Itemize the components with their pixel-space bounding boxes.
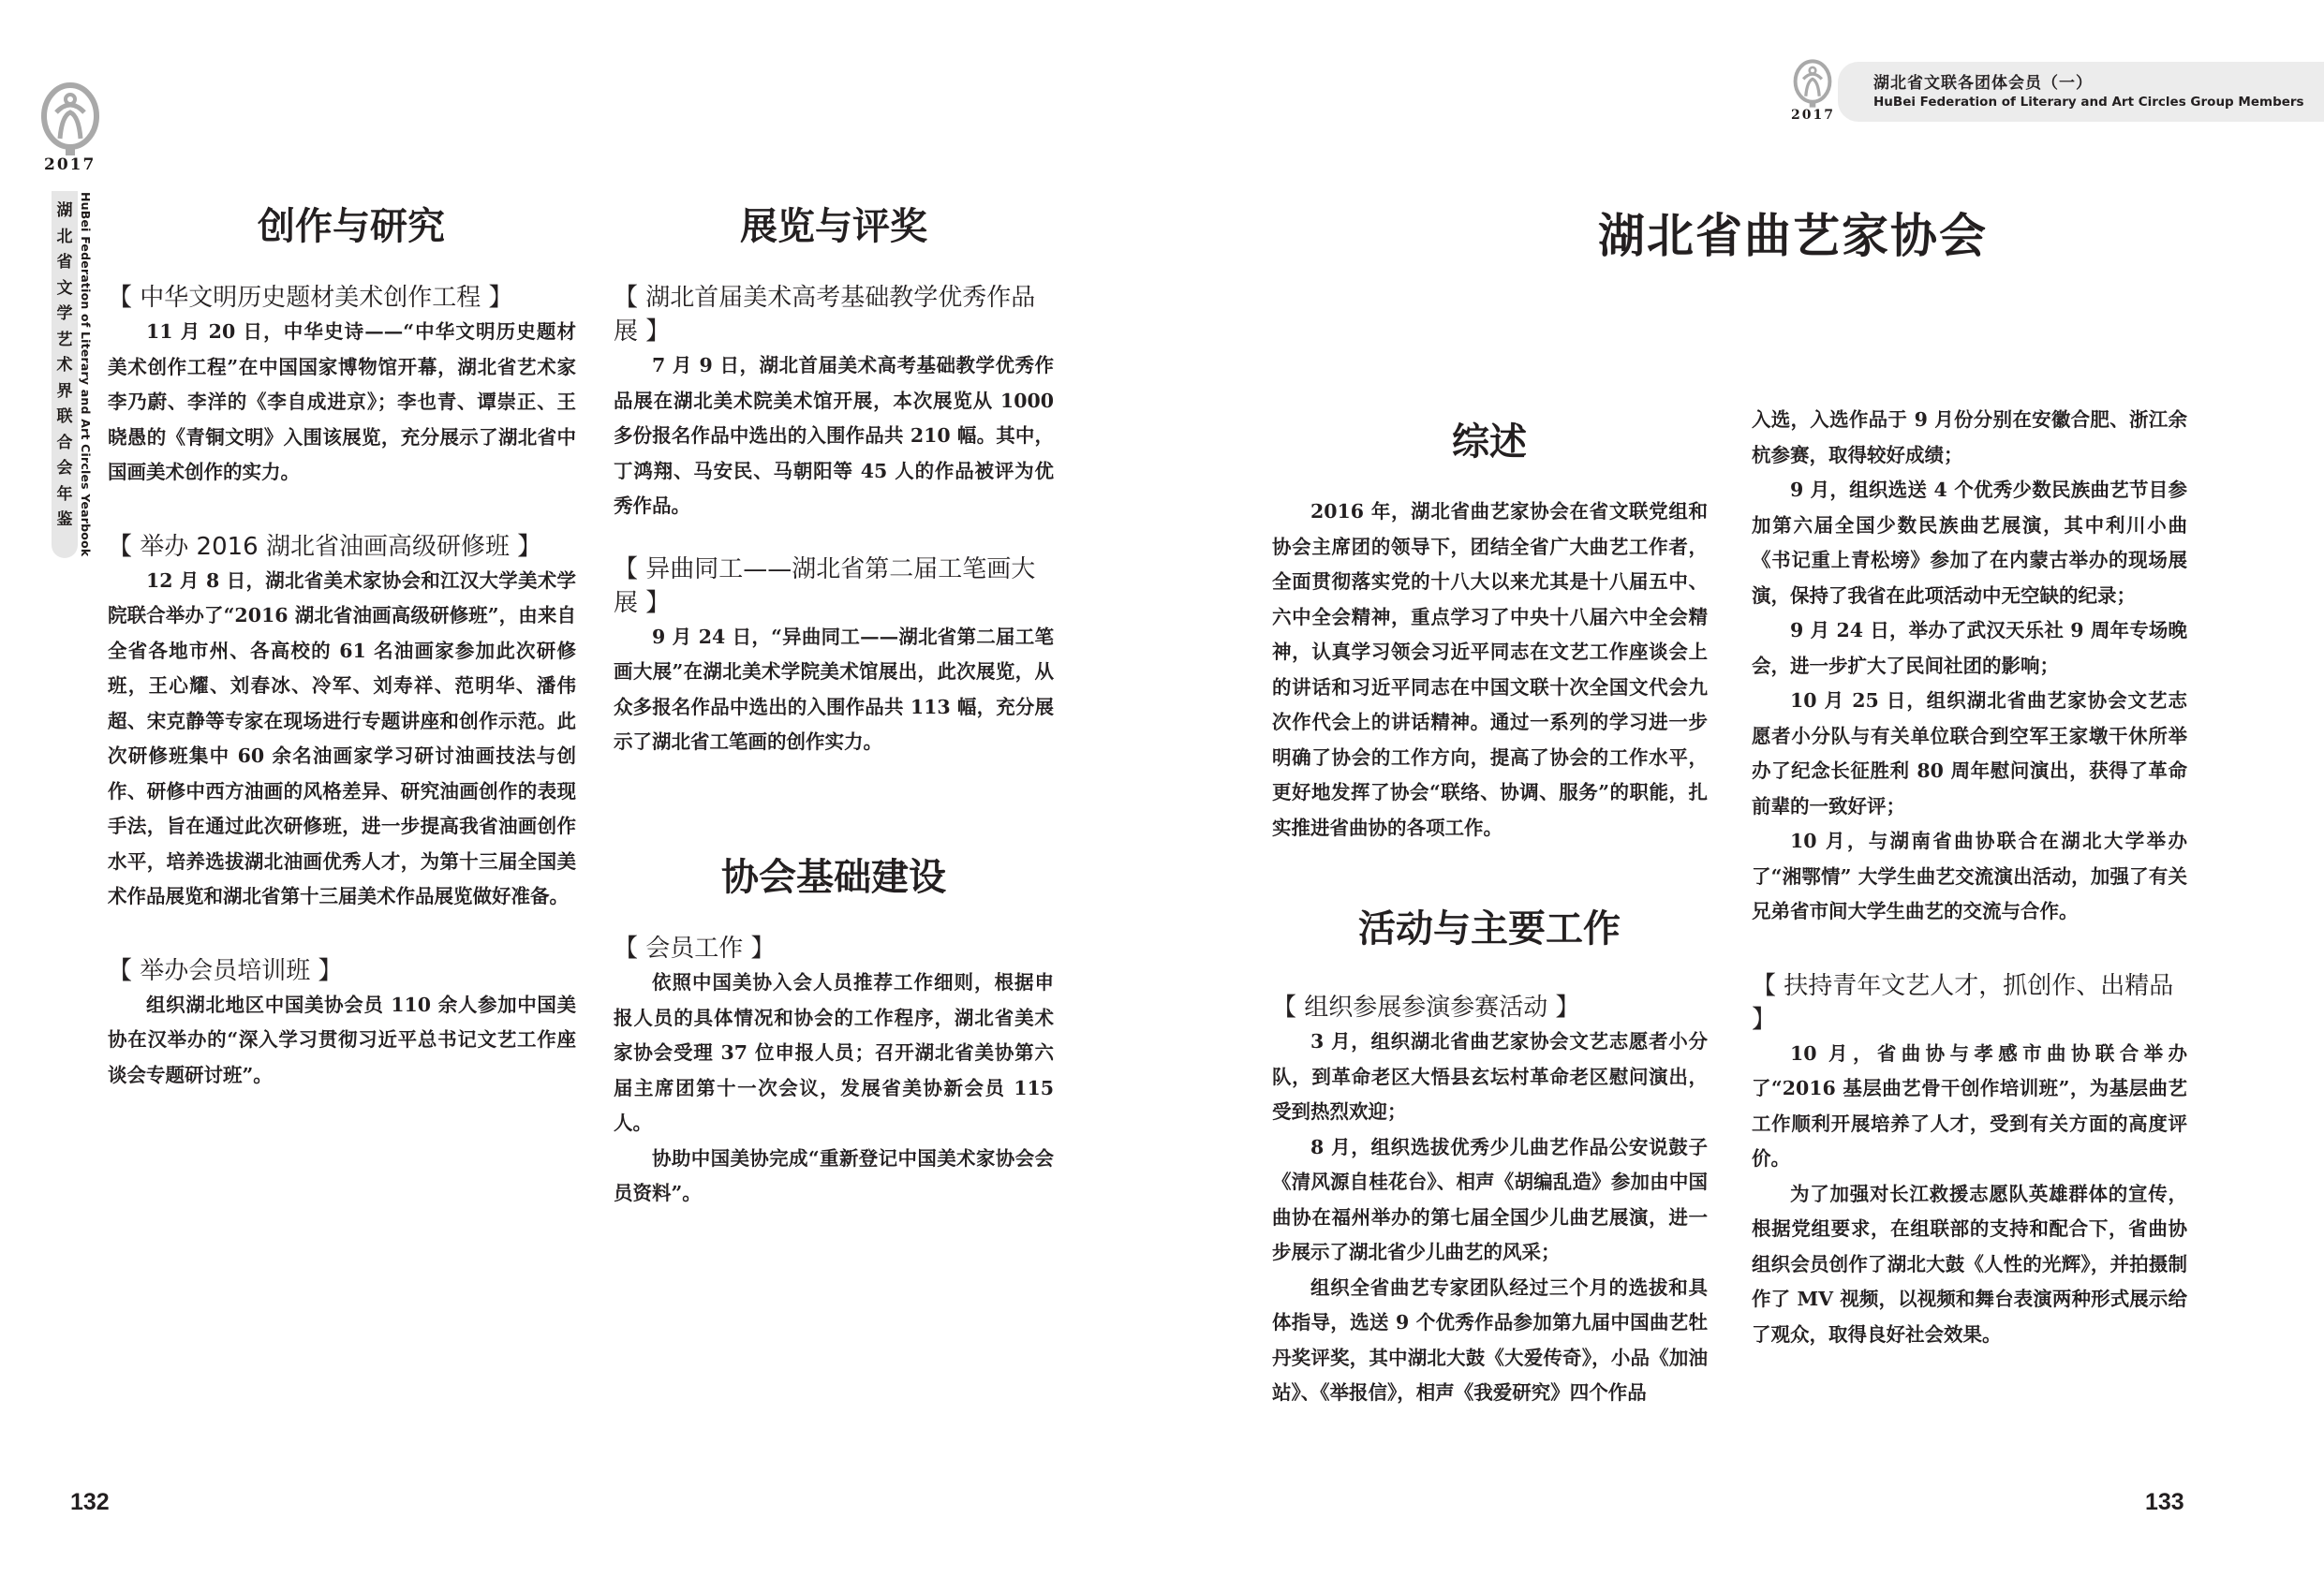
section-title-overview: 综述 — [1452, 420, 1527, 464]
paragraph-continued: 入选，入选作品于 9 月份分别在安徽合肥、浙江余杭参赛，取得较好成绩； — [1752, 408, 2187, 466]
subheading: 【 扶持青年文艺人才，抓创作、出精品 】 — [1752, 971, 2174, 1034]
section-title-association-building: 协会基础建设 — [721, 856, 946, 899]
section-title-creation-research: 创作与研究 — [258, 205, 445, 248]
paragraph: 7 月 9 日，湖北首届美术高考基础教学优秀作品展在湖北美术院美术馆开展，本次展览从 1000 多份报名作品中选出的入围作品共 210 幅。其中，丁鸿翔、马安民、马朝阳等 45 人的作品被评为优秀作品。 — [614, 354, 1054, 517]
side-char: 联 — [56, 407, 73, 426]
page-main-title: 湖北省曲艺家协会 — [1598, 208, 1988, 263]
page-number-left: 132 — [70, 1489, 110, 1515]
paragraph: 协助中国美协完成“重新登记中国美术家协会会员资料”。 — [614, 1146, 1054, 1204]
paragraph: 11 月 20 日，中华史诗——“中华文明历史题材美术创作工程”在中国国家博物馆开幕，湖北省艺术家李乃蔚、李洋的《李自成进京》；李也青、谭崇正、王晓愚的《青铜文明》入围该展览，充分展示了湖北省中国画美术创作的实力。 — [108, 320, 576, 483]
paragraph: 9 月 24 日，举办了武汉天乐社 9 周年专场晚会，进一步扩大了民间社团的影响； — [1752, 619, 2187, 677]
subheading: 【 组织参展参演参赛活动 】 — [1272, 994, 1580, 1022]
subheading: 【 中华文明历史题材美术创作工程 】 — [108, 284, 513, 312]
side-char: 会 — [56, 459, 73, 478]
right-column-1 — [1272, 494, 1708, 846]
running-header-title-en: HuBei Federation of Literary and Art Circles Group Members — [1873, 95, 2304, 110]
left-column-2-lower — [614, 932, 1054, 1212]
left-column-1 — [108, 281, 576, 1093]
subheading: 【 异曲同工——湖北省第二届工笔画大展 】 — [614, 554, 1036, 617]
paragraph: 依照中国美协入会人员推荐工作细则，根据申报人员的具体情况和协会的工作程序，湖北省美术家协会受理 37 位申报人员；召开湖北省美协第六届主席团第十一次会议，发展省美协新会员 115 人。 — [614, 971, 1054, 1134]
paragraph-overview: 2016 年，湖北省曲艺家协会在省文联党组和协会主席团的领导下，团结全省广大曲艺工作者，全面贯彻落实党的十八大以来尤其是十八届五中、六中全会精神，重点学习了中央十八届六中全会精神，认真学习领会习近平同志在文艺工作座谈会上的讲话和习近平同志在中国文联十次全国文代会九次作代会上的讲话精神。通过一系列的学习进一步明确了协会的工作方向，提高了协会的工作水平，更好地发挥了协会“联络、协调、服务”的职能，扎实推进省曲协的各项工作。 — [1272, 500, 1708, 839]
side-char: 鉴 — [56, 510, 73, 529]
subheading: 【 湖北首届美术高考基础教学优秀作品展 】 — [614, 284, 1036, 346]
side-char: 年 — [56, 484, 73, 504]
side-char: 艺 — [56, 330, 73, 349]
side-char: 湖 — [56, 201, 73, 220]
header-year: 2017 — [1791, 108, 1835, 123]
federation-emblem-icon — [1791, 58, 1834, 109]
left-column-2 — [614, 281, 1054, 760]
side-char: 合 — [56, 433, 73, 452]
paragraph: 10 月，省曲协与孝感市曲协联合举办了“2016 基层曲艺骨干创作培训班”，为基层曲艺工作顺利开展培养了人才，受到有关方面的高度评价。 — [1752, 1041, 2187, 1170]
section-title-activities: 活动与主要工作 — [1358, 907, 1621, 951]
yearbook-year: 2017 — [44, 155, 96, 174]
running-header-title-cn: 湖北省文联各团体会员（一） — [1873, 74, 2093, 93]
paragraph: 组织全省曲艺专家团队经过三个月的选拔和具体指导，选送 9 个优秀作品参加第九届中国曲艺牡丹奖评奖，其中湖北大鼓《大爱传奇》，小品《加油站》、《举报信》，相声《我爱研究》四个作品 — [1272, 1275, 1708, 1404]
subheading: 【 举办会员培训班 】 — [108, 956, 343, 985]
federation-emblem-icon — [37, 81, 103, 157]
paragraph: 10 月 25 日，组织湖北省曲艺家协会文艺志愿者小分队与有关单位联合到空军王家墩干休所举办了纪念长征胜利 80 周年慰问演出，获得了革命前辈的一致好评； — [1752, 689, 2187, 818]
paragraph: 3 月，组织湖北省曲艺家协会文艺志愿者小分队，到革命老区大悟县玄坛村革命老区慰问演出，受到热烈欢迎； — [1272, 1030, 1708, 1123]
paragraph: 8 月，组织选拔优秀少儿曲艺作品公安说鼓子《清风源自桂花台》、相声《胡编乱造》参加由中国曲协在福州举办的第七届全国少儿曲艺展演，进一步展示了湖北省少儿曲艺的风采； — [1272, 1135, 1708, 1263]
paragraph: 组织湖北地区中国美协会员 110 余人参加中国美协在汉举办的“深入学习贯彻习近平总书记文艺工作座谈会专题研讨班”。 — [108, 993, 576, 1086]
side-band-chinese-title — [53, 199, 76, 533]
side-band-english-title: HuBei Federation of Literary and Art Circles Yearbook — [79, 192, 93, 557]
side-char: 学 — [56, 304, 73, 323]
side-char: 文 — [56, 278, 73, 298]
paragraph: 10 月，与湖南省曲协联合在湖北大学举办了“湘鄂情” 大学生曲艺交流演出活动，加强了有关兄弟省市间大学生曲艺的交流与合作。 — [1752, 830, 2187, 922]
paragraph: 9 月 24 日，“异曲同工——湖北省第二届工笔画大展”在湖北美术学院美术馆展出，此次展览，从众多报名作品中选出的入围作品共 113 幅，充分展示了湖北省工笔画的创作实力。 — [614, 625, 1054, 753]
paragraph: 9 月，组织选送 4 个优秀少数民族曲艺节目参加第六届全国少数民族曲艺展演，其中利川小曲《书记重上青松塝》参加了在内蒙古举办的现场展演，保持了我省在此项活动中无空缺的纪录； — [1752, 479, 2187, 607]
paragraph: 为了加强对长江救援志愿队英雄群体的宣传，根据党组要求，在组联部的支持和配合下，省曲协组织会员创作了湖北大鼓《人性的光辉》，并拍摄制作了 MV 视频，以视频和舞台表演两种形式展示给了观众，取得良好社会效果。 — [1752, 1182, 2187, 1346]
side-char: 省 — [56, 253, 73, 272]
section-title-exhibitions-awards: 展览与评奖 — [740, 205, 927, 248]
side-char: 术 — [56, 356, 73, 375]
subheading: 【 举办 2016 湖北省油画高级研修班 】 — [108, 532, 542, 561]
side-char: 界 — [56, 381, 73, 401]
subheading: 【 会员工作 】 — [614, 935, 776, 963]
paragraph: 12 月 8 日，湖北省美术家协会和江汉大学美术学院联合举办了“2016 湖北省油画高级研修班”，由来自全省各地市州、各高校的 61 名油画家参加此次研修班，王心耀、刘春冰、冷军、刘寿祥、范明华、潘伟超、宋克静等专家在现场进行专题讲座和创作示范。此次研修班集中 60 余名油画家学习研讨油画技法与创作、研修中西方油画的风格差异、研究油画创作的表现手法，旨在通过此次研修班，进一步提高我省油画创作水平，培养选拔湖北油画优秀人才，为第十三届全国美术作品展览和湖北省第十三届美术作品展览做好准备。 — [108, 568, 576, 907]
side-char: 北 — [56, 227, 73, 246]
page-number-right: 133 — [2145, 1489, 2184, 1515]
right-column-2 — [1752, 403, 2187, 1352]
right-column-1-lower — [1272, 991, 1708, 1411]
